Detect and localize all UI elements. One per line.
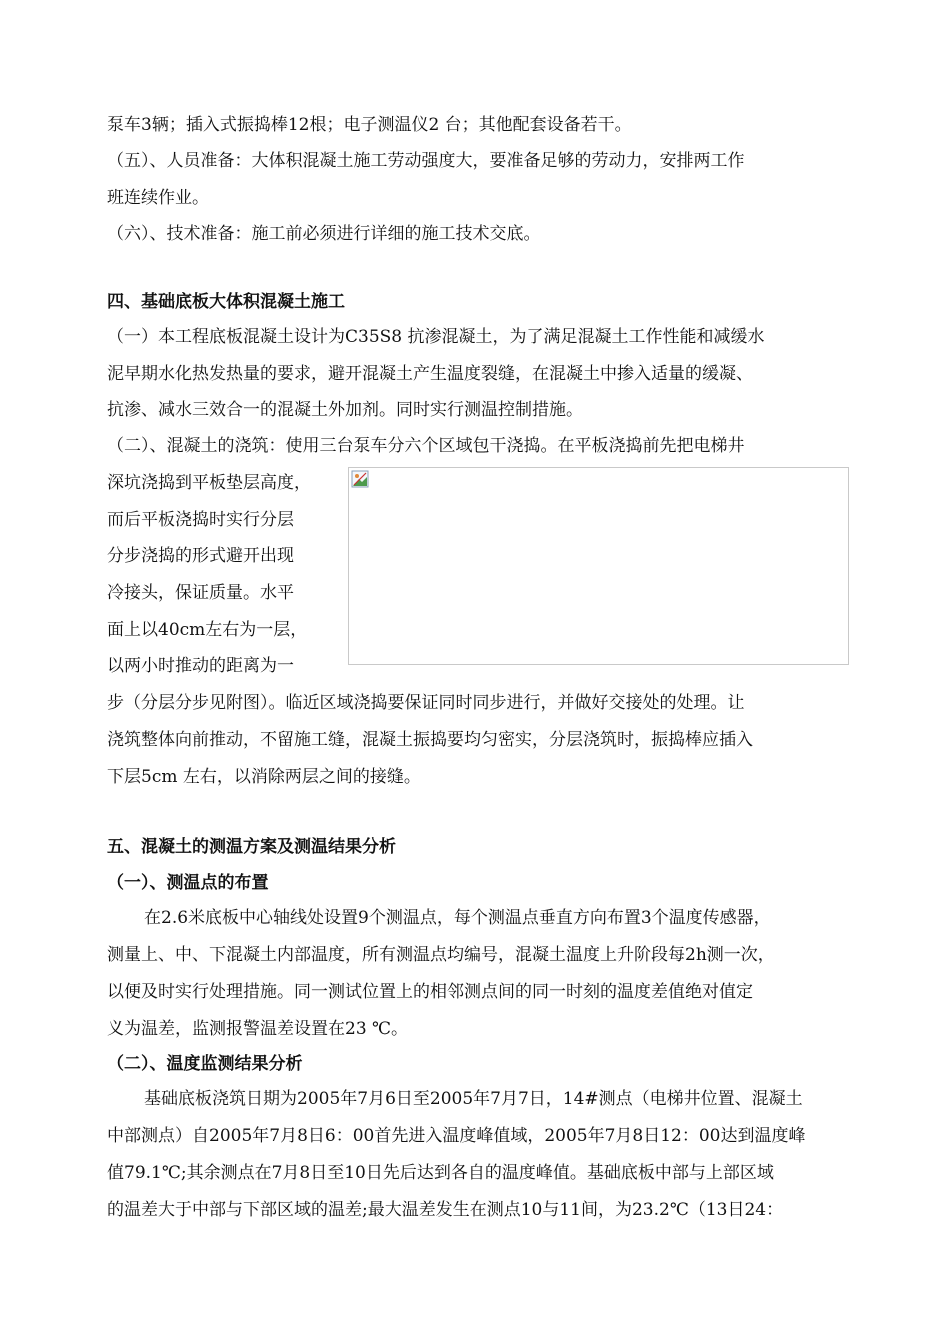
text-line: 深坑浇捣到平板垫层高度， [107,473,311,493]
text-line: 泥早期水化热发热量的要求，避开混凝土产生温度裂缝，在混凝土中掺入适量的缓凝、 [107,364,753,384]
text-line: （五）、人员准备：大体积混凝土施工劳动强度大，要准备足够的劳动力，安排两工作 [107,151,745,171]
subsection-heading: （一）、测温点的布置 [107,873,269,893]
figure-placeholder [348,467,849,665]
text-line: 步（分层分步见附图）。临近区域浇捣要保证同时同步进行，并做好交接处的处理。让 [107,693,745,713]
text-line: 班连续作业。 [107,188,209,208]
text-line: 的温差大于中部与下部区域的温差;最大温差发生在测点10与11间，为23.2℃（13日24： [107,1200,784,1220]
text-line: 中部测点）自2005年7月8日6：00首先进入温度峰值域，2005年7月8日12：00达到温度峰 [107,1126,806,1146]
broken-image-icon [351,470,369,488]
text-line: 抗渗、减水三效合一的混凝土外加剂。同时实行测温控制措施。 [107,400,583,420]
text-line: 面上以40cm左右为一层， [107,620,308,640]
text-line: 分步浇捣的形式避开出现 [107,546,294,566]
text-line: 义为温差，监测报警温差设置在23 ℃。 [107,1019,409,1039]
text-line: 下层5cm 左右，以消除两层之间的接缝。 [107,767,421,787]
text-line: （六）、技术准备：施工前必须进行详细的施工技术交底。 [107,224,541,244]
subsection-heading: （二）、温度监测结果分析 [107,1054,303,1074]
text-line: 在2.6米底板中心轴线处设置9个测温点，每个测温点垂直方向布置3个温度传感器， [144,908,771,928]
text-line: 基础底板浇筑日期为2005年7月6日至2005年7月7日，14#测点（电梯井位置、混凝土 [144,1089,803,1109]
text-line: （一）本工程底板混凝土设计为C35S8 抗渗混凝土，为了满足混凝土工作性能和减缓水 [107,327,765,347]
text-line: 泵车3辆；插入式振捣棒12根；电子测温仪2 台；其他配套设备若干。 [107,115,632,135]
text-line: 测量上、中、下混凝土内部温度，所有测温点均编号，混凝土温度上升阶段每2h测一次， [107,945,775,965]
section-heading: 五、混凝土的测温方案及测温结果分析 [107,837,396,857]
text-line: 以两小时推动的距离为一 [107,656,294,676]
text-line: （二）、混凝土的浇筑：使用三台泵车分六个区域包干浇捣。在平板浇捣前先把电梯井 [107,436,745,456]
text-line: 以便及时实行处理措施。同一测试位置上的相邻测点间的同一时刻的温度差值绝对值定 [107,982,753,1002]
text-line: 冷接头，保证质量。水平 [107,583,294,603]
text-line: 浇筑整体向前推动，不留施工缝，混凝土振捣要均匀密实，分层浇筑时，振捣棒应插入 [107,730,753,750]
text-line: 而后平板浇捣时实行分层 [107,510,294,530]
text-line: 值79.1℃;其余测点在7月8日至10日先后达到各自的温度峰值。基础底板中部与上部区域 [107,1163,774,1183]
section-heading: 四、基础底板大体积混凝土施工 [107,292,345,312]
